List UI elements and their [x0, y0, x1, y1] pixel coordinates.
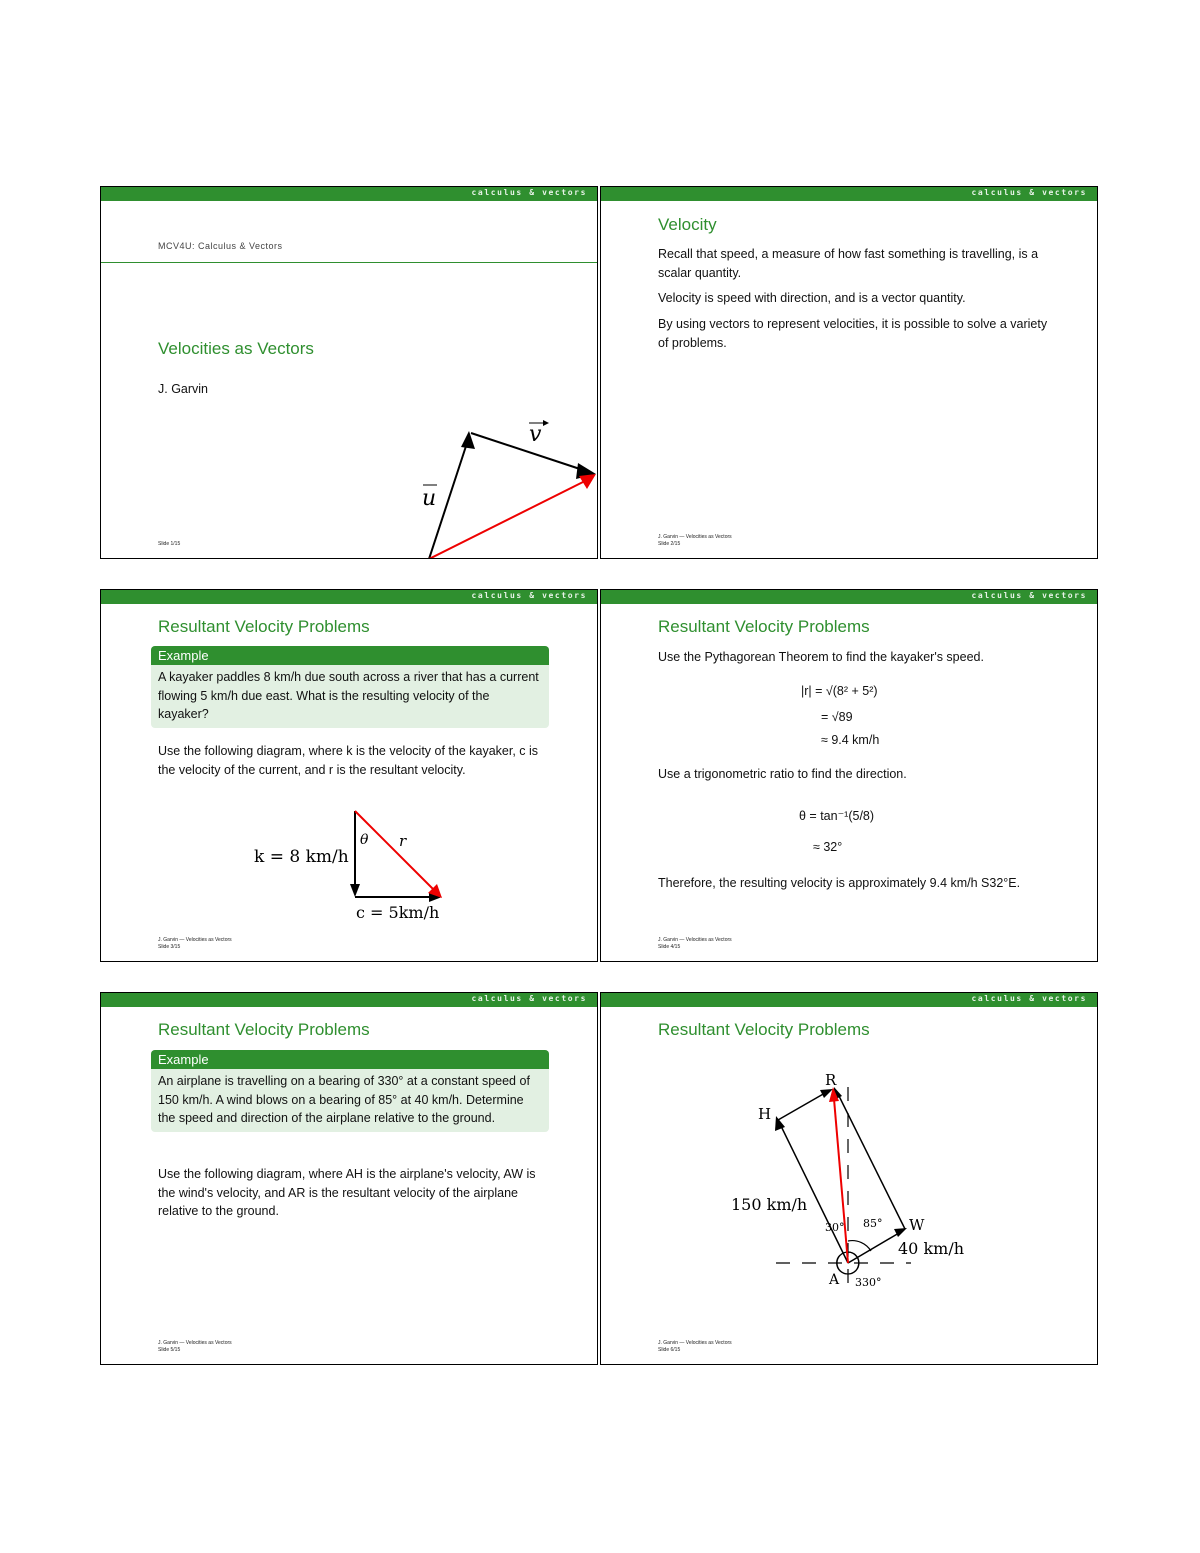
equation-line-3: ≈ 9.4 km/h: [821, 733, 880, 747]
kayak-diagram: [101, 590, 598, 962]
slide-3: [100, 589, 598, 962]
footer-text: J. Garvin — Velocities as Vectors: [158, 937, 232, 943]
slide-number: Slide 5/15: [158, 1347, 181, 1353]
label-W: W: [909, 1216, 925, 1234]
equation-line-2: = √89: [821, 710, 853, 724]
paragraph-1: Use the Pythagorean Theorem to find the kayaker's speed.: [658, 650, 984, 664]
slide-title: Resultant Velocity Problems: [658, 1020, 870, 1039]
label-u: u: [422, 486, 437, 511]
footer-text: J. Garvin — Velocities as Vectors: [658, 534, 732, 540]
header-text: calculus & vectors: [471, 591, 587, 600]
footer-text: J. Garvin — Velocities as Vectors: [158, 1340, 232, 1346]
slide-number: Slide 2/15: [658, 541, 681, 547]
label-A: A: [829, 1272, 840, 1288]
paragraph-1: Recall that speed, a measure of how fast something is travelling, is a scalar quantity.: [658, 247, 1039, 280]
slide-title: Resultant Velocity Problems: [658, 617, 870, 636]
arrowhead-k: [350, 884, 360, 897]
label-R: R: [825, 1071, 837, 1089]
slide-6: [600, 992, 1098, 1365]
vector-r: [355, 811, 434, 890]
slide-2: [600, 186, 1098, 559]
paragraph-2: Velocity is speed with direction, and is a vector quantity.: [658, 291, 966, 305]
slide-header-bar: [601, 590, 1097, 604]
paragraph-3: By using vectors to represent velocities, it is possible to solve a variety of problems.: [658, 317, 1048, 350]
slide-header-bar: [601, 187, 1097, 201]
label-angle-85: 85°: [863, 1217, 883, 1230]
label-angle-30: 30°: [825, 1221, 845, 1234]
paragraph-3: Therefore, the resulting velocity is approximately 9.4 km/h S32°E.: [658, 876, 1021, 890]
slide-5: [100, 992, 598, 1365]
equation-line-1: |r| = √(8² + 5²): [801, 684, 878, 698]
example-box: [151, 1050, 549, 1132]
example-text: An airplane is travelling on a bearing of 330° at a constant speed of 150 km/h. A wind blows on a bearing of 85° at 40 km/h. Determine the speed and direction of the airplane relative to the ground.: [158, 1074, 530, 1125]
slide-number: Slide 1/15: [158, 541, 181, 547]
slide-number: Slide 6/15: [658, 1347, 681, 1353]
slide-title: Resultant Velocity Problems: [158, 1020, 370, 1039]
header-text: calculus & vectors: [471, 994, 587, 1003]
paragraph-2: Use a trigonometric ratio to find the direction.: [658, 767, 907, 781]
slide-number: Slide 3/15: [158, 944, 181, 950]
slide-title: Velocity: [658, 215, 717, 234]
label-wind-speed: 40 km/h: [898, 1239, 965, 1258]
vector-HR: [778, 1093, 825, 1120]
label-v: v: [529, 422, 542, 447]
label-angle-330: 330°: [855, 1276, 882, 1289]
equation-line-5: ≈ 32°: [813, 840, 843, 854]
header-text: calculus & vectors: [471, 188, 587, 197]
equation-line-4: θ = tan⁻¹(5/8): [799, 809, 875, 823]
footer-text: J. Garvin — Velocities as Vectors: [658, 937, 732, 943]
label-v-arrowhead: [543, 420, 549, 426]
footer-text: J. Garvin — Velocities as Vectors: [658, 1340, 732, 1346]
header-text: calculus & vectors: [971, 188, 1087, 197]
example-heading: Example: [151, 1050, 549, 1069]
example-text: A kayaker paddles 8 km/h due south across a river that has a current flowing 5 km/h due east. What is the resulting velocity of the kayaker?: [158, 670, 539, 721]
presentation-title: Velocities as Vectors: [158, 339, 314, 358]
example-heading: Example: [151, 646, 549, 665]
slide-title: Resultant Velocity Problems: [158, 617, 370, 636]
author: J. Garvin: [158, 382, 209, 396]
slide-number: Slide 4/15: [658, 944, 681, 950]
slide-4: [600, 589, 1098, 962]
course-label: MCV4U: Calculus & Vectors: [158, 241, 283, 251]
header-text: calculus & vectors: [971, 591, 1087, 600]
vector-AW: [848, 1233, 899, 1263]
paragraph-1: Use the following diagram, where k is the velocity of the kayaker, c is the velocity of the current, and r is the resultant velocity.: [158, 744, 539, 777]
slide-header-bar: [101, 993, 597, 1007]
label-plane-speed: 150 km/h: [731, 1195, 808, 1214]
vector-v: [471, 433, 583, 470]
vector-resultant: [429, 481, 585, 559]
label-c: c = 5km/h: [356, 903, 440, 922]
label-r: r: [399, 832, 407, 850]
label-theta: θ: [360, 832, 369, 848]
paragraph-1: Use the following diagram, where AH is the airplane's velocity, AW is the wind's velocity, and AR is the resultant velocity of the airplane relative to the ground.: [158, 1167, 536, 1218]
arrowhead-resultant: [579, 474, 596, 489]
label-k: k = 8 km/h: [254, 847, 349, 867]
vector-diagram: [101, 187, 598, 559]
header-text: calculus & vectors: [971, 994, 1087, 1003]
airplane-diagram: [601, 993, 1098, 1365]
slide-1: [100, 186, 598, 559]
angle-arc-85: [848, 1241, 871, 1251]
label-H: H: [758, 1105, 772, 1123]
vector-WR: [838, 1094, 905, 1229]
